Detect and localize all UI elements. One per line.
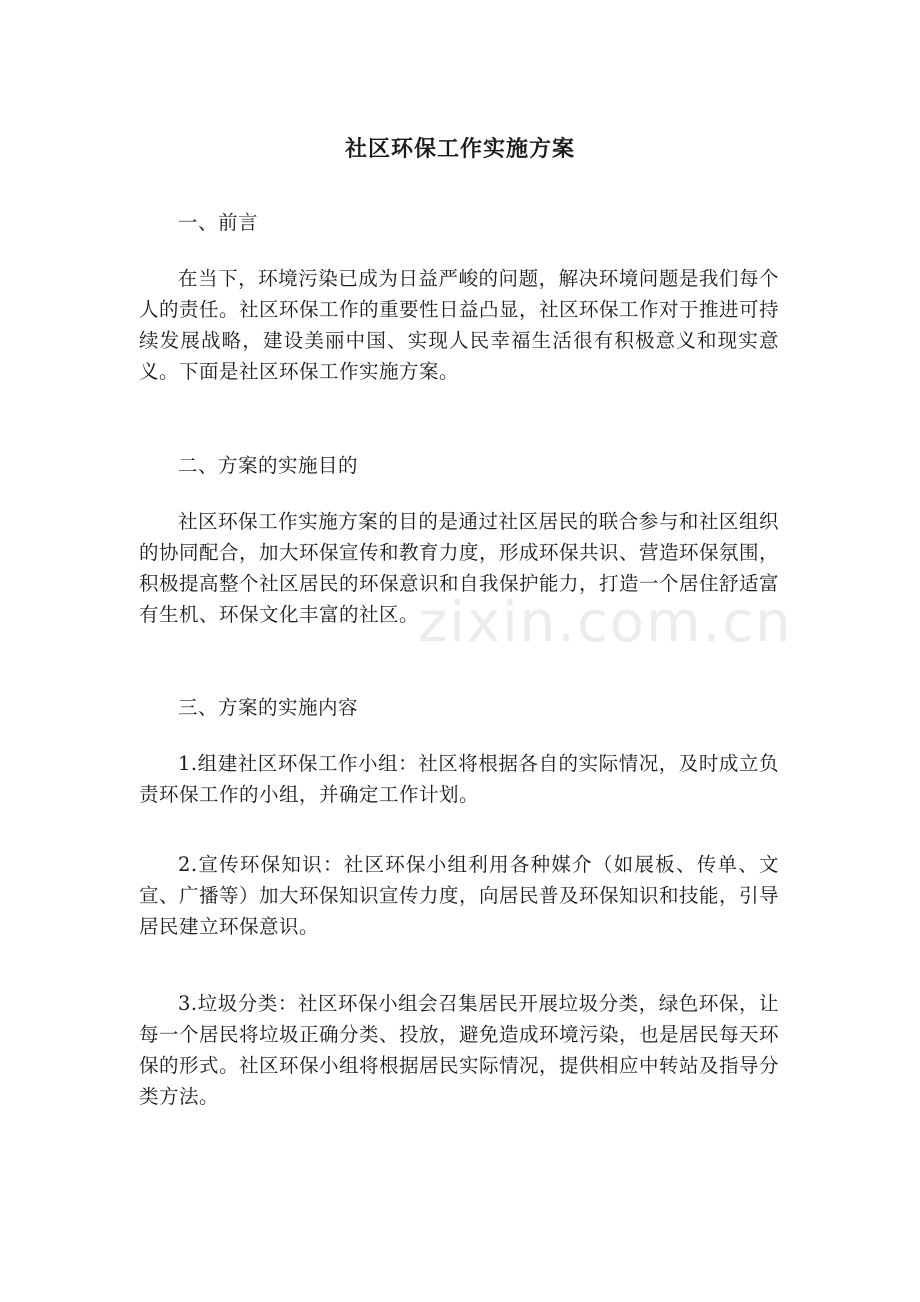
paragraph-content-item-2: 2.宣传环保知识：社区环保小组利用各种媒介（如展板、传单、文宣、广播等）加大环保知识宣传力度，向居民普及环保知识和技能，引导居民建立环保意识。 bbox=[139, 853, 780, 938]
paragraph-content-item-1: 1.组建社区环保工作小组：社区将根据各自的实际情况，及时成立负责环保工作的小组，并确定工作计划。 bbox=[139, 752, 779, 806]
paragraph-content-item-3: 3.垃圾分类：社区环保小组会召集居民开展垃圾分类，绿色环保，让每一个居民将垃圾正确分类、投放，避免造成环境污染，也是居民每天环保的形式。社区环保小组将根据居民实际情况，提供相应中转站及指导分类方法。 bbox=[139, 992, 780, 1108]
section-heading-preface: 一、前言 bbox=[178, 211, 259, 234]
document-title: 社区环保工作实施方案 bbox=[344, 137, 575, 162]
section-heading-purpose: 二、方案的实施目的 bbox=[178, 454, 359, 477]
paragraph-preface: 在当下，环境污染已成为日益严峻的问题，解决环境问题是我们每个人的责任。社区环保工作的重要性日益凸显，社区环保工作对于推进可持续发展战略，建设美丽中国、实现人民幸福生活很有积极意义和现实意义。下面是社区环保工作实施方案。 bbox=[139, 267, 780, 383]
paragraph-purpose: 社区环保工作实施方案的目的是通过社区居民的联合参与和社区组织的协同配合，加大环保宣传和教育力度，形成环保共识、营造环保氛围，积极提高整个社区居民的环保意识和自我保护能力，打造一个居住舒适富有生机、环保文化丰富的社区。 bbox=[139, 510, 780, 626]
section-heading-content: 三、方案的实施内容 bbox=[178, 696, 359, 719]
watermark: zixin.com.cn bbox=[418, 590, 793, 655]
